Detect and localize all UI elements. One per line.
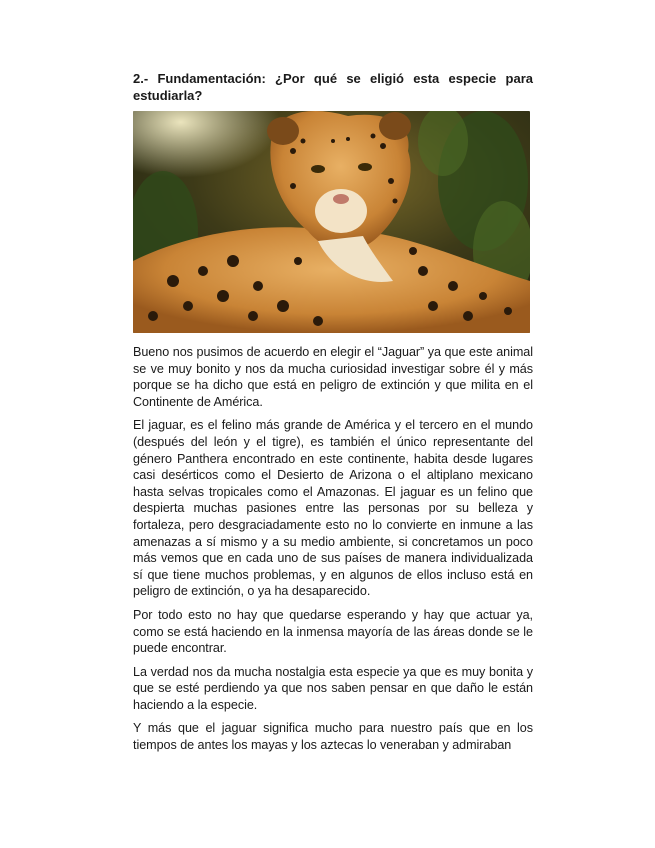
paragraph: La verdad nos da mucha nostalgia esta especie ya que es muy bonita y que se esté perdiendo ya que nos saben pensar en que daño le están haciendo a la especie. [133, 664, 533, 712]
paragraph: Bueno nos pusimos de acuerdo en elegir el “Jaguar” ya que este animal se ve muy bonito y nos da mucha curiosidad investigar sobre él y más porque se ha dicho que está en peligro de extinción y que milita en el Continente de América. [133, 345, 533, 409]
paragraph: Por todo esto no hay que quedarse esperando y hay que actuar ya, como se está haciendo en la inmensa mayoría de las áreas donde se le puede encontrar. [133, 607, 533, 656]
section-heading: 2.- Fundamentación: ¿Por qué se eligió esta especie para estudiarla? [133, 71, 533, 103]
paragraph: Y más que el jaguar significa mucho para nuestro país que en los tiempos de antes los mayas y los aztecas lo veneraban y admiraban [133, 721, 533, 753]
paragraph: El jaguar, es el felino más grande de América y el tercero en el mundo (después del león y el tigre), es también el único representante del género Panthera encontrado en este continente, habita desde lugares casi desérticos como el Desierto de Arizona o el altiplano mexicano hasta selvas tropicales como el Amazonas. El jaguar es un felino que despierta muchas pasiones entre las personas por su belleza y fortaleza, pero desgraciadamente esto no lo convierte en inmune a las amenazas a sí mismo y a su medio ambiente, si concretamos un poco más vemos que en cada uno de sus países de manera individualizada sí que tiene muchos problemas, y en algunos de ellos incluso está en peligro de extinción, o ya ha desaparecido. [133, 418, 533, 599]
document-page [133, 70, 533, 761]
jaguar-photo [133, 111, 530, 333]
